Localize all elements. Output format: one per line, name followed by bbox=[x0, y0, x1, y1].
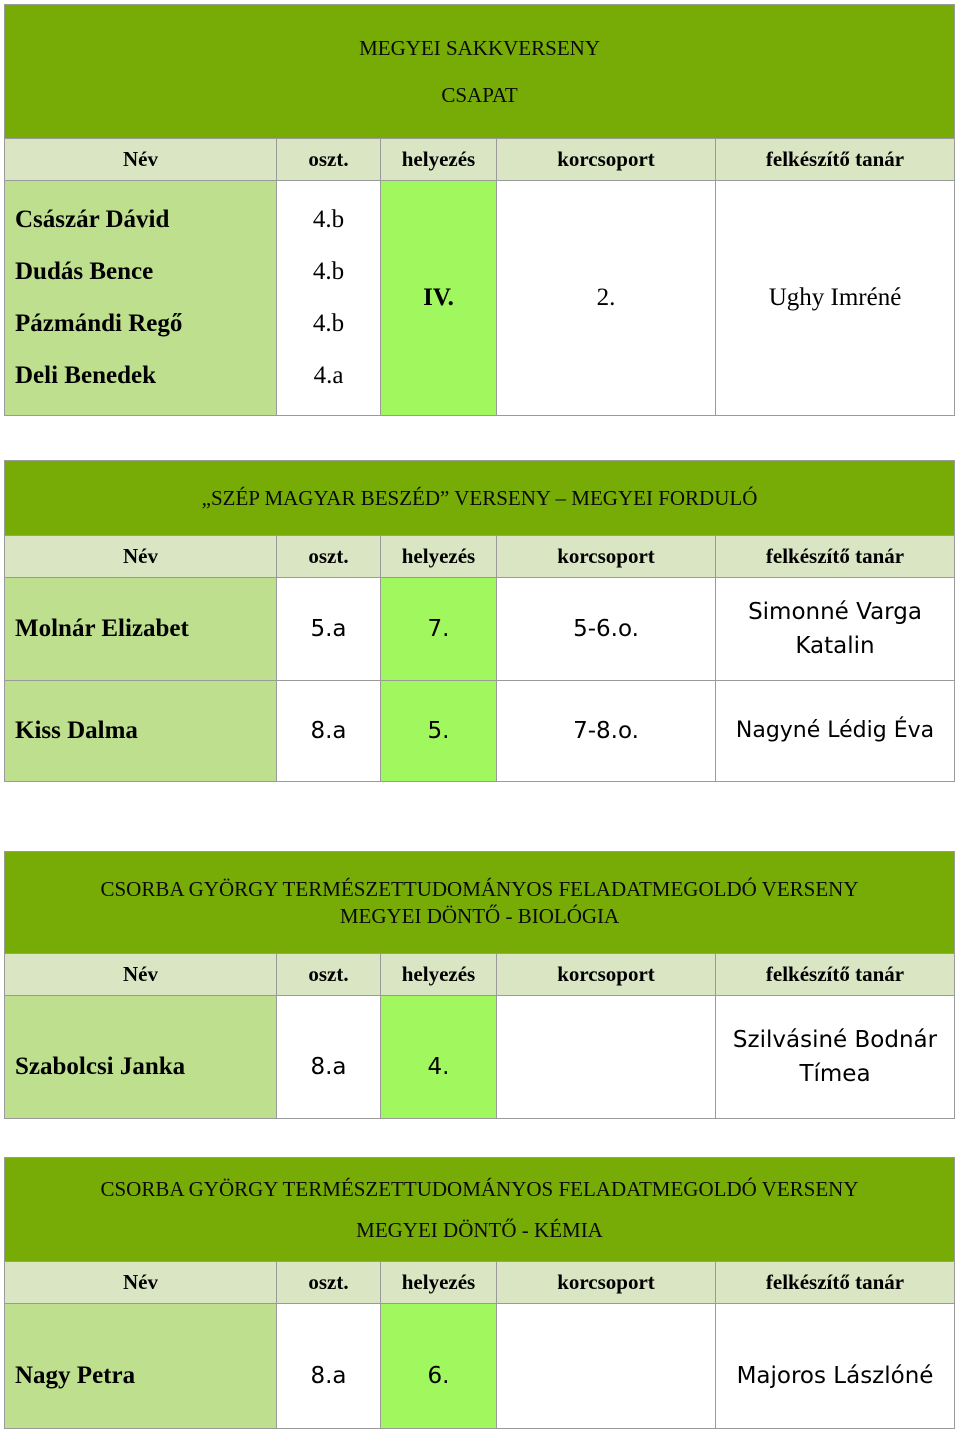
header-name: Név bbox=[5, 536, 277, 578]
chess-table bbox=[4, 4, 955, 416]
student-name: Pázmándi Regő bbox=[15, 310, 183, 337]
chess-title-cell bbox=[5, 5, 955, 139]
header-place: helyezés bbox=[381, 954, 497, 996]
student-name: Nagy Petra bbox=[5, 1304, 277, 1429]
biology-header-row bbox=[5, 954, 955, 996]
student-group bbox=[497, 1304, 716, 1429]
student-class: 4.b bbox=[312, 258, 345, 285]
student-class: 4.a bbox=[313, 362, 344, 389]
chemistry-header-row bbox=[5, 1262, 955, 1304]
student-teacher: Nagyné Lédig Éva bbox=[716, 681, 955, 782]
speech-title: „SZÉP MAGYAR BESZÉD” VERSENY – MEGYEI FORDULÓ bbox=[5, 461, 955, 536]
biology-title-cell bbox=[5, 852, 955, 954]
header-teacher: felkészítő tanár bbox=[716, 1262, 955, 1304]
student-class: 5.a bbox=[277, 578, 381, 681]
chemistry-subtitle: MEGYEI DÖNTŐ - KÉMIA bbox=[356, 1217, 603, 1242]
student-class: 4.b bbox=[312, 310, 345, 337]
table-row bbox=[5, 578, 955, 681]
header-name: Név bbox=[5, 954, 277, 996]
header-class: oszt. bbox=[277, 536, 381, 578]
biology-title: CSORBA GYÖRGY TERMÉSZETTUDOMÁNYOS FELADATMEGOLDÓ VERSENY bbox=[100, 876, 859, 901]
student-group: 5-6.o. bbox=[497, 578, 716, 681]
student-name: Kiss Dalma bbox=[5, 681, 277, 782]
teacher-line: Tímea bbox=[799, 1061, 871, 1087]
table-row bbox=[5, 1304, 955, 1429]
student-group: 7-8.o. bbox=[497, 681, 716, 782]
header-class: oszt. bbox=[277, 954, 381, 996]
header-place: helyezés bbox=[381, 139, 497, 181]
chess-title: MEGYEI SAKKVERSENY bbox=[359, 35, 600, 60]
biology-table bbox=[4, 851, 955, 1119]
header-name: Név bbox=[5, 139, 277, 181]
student-name: Császár Dávid bbox=[15, 206, 170, 233]
student-place: 7. bbox=[381, 578, 497, 681]
chemistry-title: CSORBA GYÖRGY TERMÉSZETTUDOMÁNYOS FELADATMEGOLDÓ VERSENY bbox=[100, 1176, 859, 1201]
chess-header-row bbox=[5, 139, 955, 181]
speech-table bbox=[4, 460, 955, 782]
chemistry-table bbox=[4, 1157, 955, 1429]
student-class: 8.a bbox=[277, 996, 381, 1119]
student-place: 4. bbox=[381, 996, 497, 1119]
chess-section bbox=[4, 4, 954, 416]
header-group: korcsoport bbox=[497, 1262, 716, 1304]
student-name: Molnár Elizabet bbox=[5, 578, 277, 681]
header-place: helyezés bbox=[381, 536, 497, 578]
chemistry-title-cell bbox=[5, 1158, 955, 1262]
student-class: 4.b bbox=[312, 206, 345, 233]
header-group: korcsoport bbox=[497, 139, 716, 181]
chemistry-section bbox=[4, 1157, 954, 1429]
student-group bbox=[497, 996, 716, 1119]
chess-group: 2. bbox=[497, 181, 716, 416]
teacher-line: Szilvásiné Bodnár bbox=[732, 1027, 938, 1053]
student-name: Szabolcsi Janka bbox=[5, 996, 277, 1119]
table-row bbox=[5, 996, 955, 1119]
speech-section bbox=[4, 460, 954, 782]
biology-subtitle: MEGYEI DÖNTŐ - BIOLÓGIA bbox=[339, 903, 620, 928]
chess-teacher: Ughy Imréné bbox=[716, 181, 955, 416]
header-place: helyezés bbox=[381, 1262, 497, 1304]
header-class: oszt. bbox=[277, 1262, 381, 1304]
chess-place: IV. bbox=[381, 181, 497, 416]
header-class: oszt. bbox=[277, 139, 381, 181]
header-group: korcsoport bbox=[497, 536, 716, 578]
header-name: Név bbox=[5, 1262, 277, 1304]
biology-section bbox=[4, 851, 954, 1119]
student-name: Dudás Bence bbox=[15, 258, 154, 285]
chess-team-row bbox=[5, 181, 955, 416]
chess-student-classes bbox=[277, 181, 381, 416]
header-teacher: felkészítő tanár bbox=[716, 954, 955, 996]
header-teacher: felkészítő tanár bbox=[716, 139, 955, 181]
student-class: 8.a bbox=[277, 1304, 381, 1429]
chess-student-names bbox=[5, 181, 277, 416]
chess-subtitle: CSAPAT bbox=[441, 82, 518, 107]
student-place: 5. bbox=[381, 681, 497, 782]
speech-header-row bbox=[5, 536, 955, 578]
student-class: 8.a bbox=[277, 681, 381, 782]
header-group: korcsoport bbox=[497, 954, 716, 996]
student-place: 6. bbox=[381, 1304, 497, 1429]
teacher-line: Katalin bbox=[795, 633, 875, 659]
student-teacher: Majoros Lászlóné bbox=[716, 1304, 955, 1429]
table-row bbox=[5, 681, 955, 782]
header-teacher: felkészítő tanár bbox=[716, 536, 955, 578]
student-teacher bbox=[716, 996, 955, 1119]
student-teacher bbox=[716, 578, 955, 681]
student-name: Deli Benedek bbox=[15, 362, 156, 389]
teacher-line: Simonné Varga bbox=[748, 599, 922, 625]
